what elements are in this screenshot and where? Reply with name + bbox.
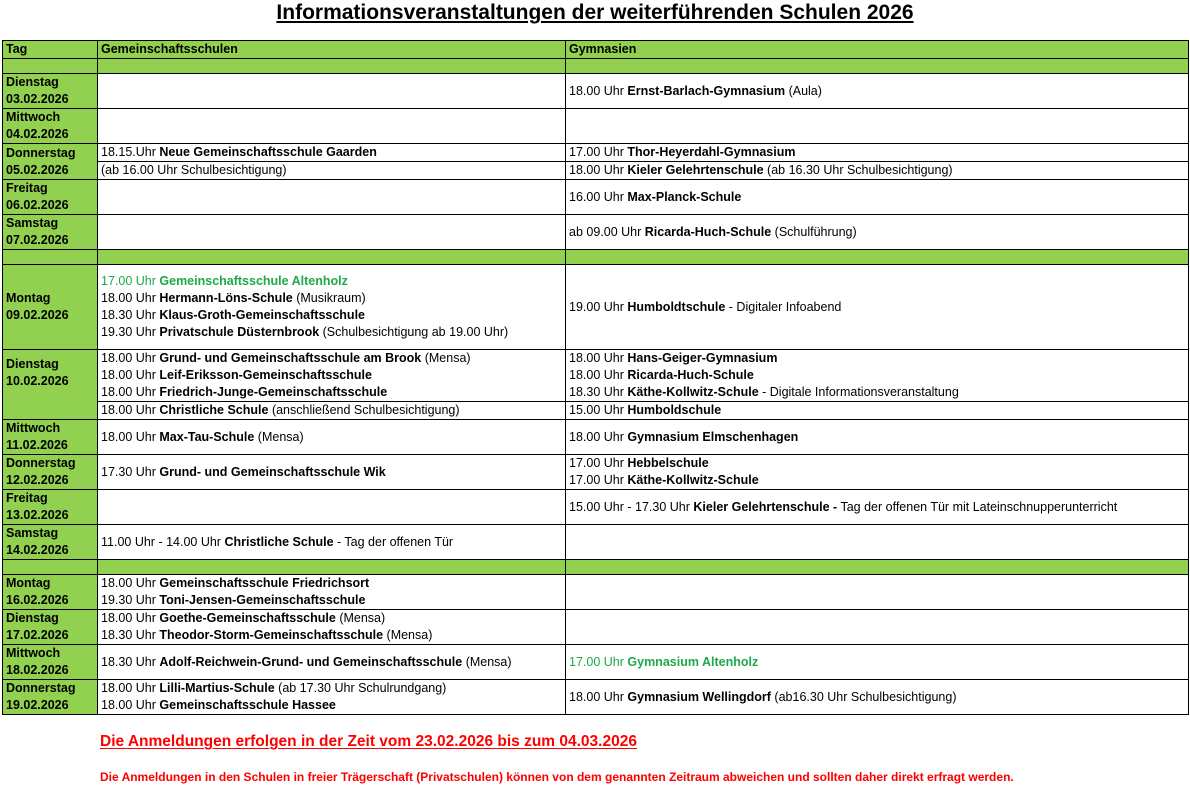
event-time: 18.30 Uhr	[101, 654, 156, 669]
event-entry	[101, 350, 565, 367]
event-entry	[569, 144, 1188, 161]
table-row	[3, 402, 1189, 420]
event-time: 18.00 Uhr	[101, 698, 156, 712]
event-time: 18.00 Uhr	[569, 429, 624, 444]
event-entry	[569, 162, 1188, 179]
day-cell: Mittwoch 04.02.2026	[3, 109, 98, 144]
gym-cell	[566, 215, 1189, 250]
gym-cell	[566, 144, 1189, 162]
event-entry	[101, 592, 565, 609]
schedule-table	[2, 40, 1189, 715]
table-row	[3, 610, 1189, 645]
day-cell: Montag 16.02.2026	[3, 575, 98, 610]
event-note: - Digitaler Infoabend	[728, 299, 842, 314]
event-note: (Mensa)	[386, 628, 433, 642]
event-note: - Digitale Informationsveranstaltung	[762, 385, 959, 399]
event-time: 18.00 Uhr	[101, 429, 156, 444]
event-entry	[101, 324, 565, 341]
event-entry	[569, 472, 1188, 489]
private-schools-notice: Die Anmeldungen in den Schulen in freier Trägerschaft (Privatschulen) können von dem genannten Zeitraum abweichen und sollten daher direkt erfragt werden.	[100, 770, 1014, 784]
school-name: Humboldtschule	[627, 299, 726, 314]
event-entry	[101, 610, 565, 627]
day-cell: Freitag 13.02.2026	[3, 490, 98, 525]
event-time: 18.00 Uhr	[569, 689, 624, 704]
event-time: 17.00 Uhr	[569, 456, 624, 470]
gms-cell	[98, 645, 566, 680]
event-entry	[569, 299, 1188, 316]
event-entry	[569, 654, 1188, 671]
day-cell: Freitag 06.02.2026	[3, 180, 98, 215]
school-name: Gemeinschaftsschule Friedrichsort	[159, 576, 370, 590]
column-header-gymnasien: Gymnasien	[566, 41, 1189, 59]
table-row	[3, 144, 1189, 162]
event-note: (Schulbesichtigung ab 19.00 Uhr)	[322, 325, 509, 339]
table-row	[3, 645, 1189, 680]
event-time: 18.00 Uhr	[101, 291, 156, 305]
event-entry	[101, 162, 565, 179]
school-name: Ernst-Barlach-Gymnasium	[627, 83, 786, 98]
school-name: Gymnasium Wellingdorf	[627, 689, 771, 704]
gym-cell	[566, 265, 1189, 350]
event-note: (Schulführung)	[774, 224, 857, 239]
day-cell: Samstag 07.02.2026	[3, 215, 98, 250]
day-cell: Montag 09.02.2026	[3, 265, 98, 350]
event-time: 16.00 Uhr	[569, 189, 624, 204]
gym-cell	[566, 74, 1189, 109]
school-name: Kieler Gelehrtenschule -	[693, 499, 838, 514]
school-name: Humboldschule	[627, 403, 722, 417]
event-entry	[101, 273, 565, 290]
event-entry	[569, 224, 1188, 241]
event-time: 18.00 Uhr	[101, 385, 156, 399]
event-time: 19.00 Uhr	[569, 299, 624, 314]
event-entry	[101, 654, 565, 671]
separator-row	[3, 250, 1189, 265]
page-title: Informationsveranstaltungen der weiterführenden Schulen 2026	[276, 1, 914, 24]
event-entry	[569, 384, 1188, 401]
school-name: Gemeinschaftsschule Altenholz	[159, 274, 348, 288]
table-row	[3, 455, 1189, 490]
event-time: 17.00 Uhr	[569, 145, 624, 159]
gym-cell	[566, 490, 1189, 525]
gym-cell	[566, 350, 1189, 402]
gms-cell	[98, 525, 566, 560]
event-note: - Tag der offenen Tür	[337, 534, 454, 549]
school-name: Christliche Schule	[159, 403, 269, 417]
gym-cell	[566, 575, 1189, 610]
gym-cell	[566, 610, 1189, 645]
school-name: Christliche Schule	[224, 534, 334, 549]
school-name: Privatschule Düsternbrook	[159, 325, 320, 339]
event-time: 18.15.Uhr	[101, 145, 156, 159]
gms-cell	[98, 162, 566, 180]
event-note: (Mensa)	[465, 654, 512, 669]
event-time: 17.00 Uhr	[569, 473, 624, 487]
event-time: 18.00 Uhr	[569, 163, 624, 177]
school-name: Hans-Geiger-Gymnasium	[627, 351, 778, 365]
gym-cell	[566, 525, 1189, 560]
event-entry	[101, 384, 565, 401]
school-name: Gymnasium Elmschenhagen	[627, 429, 799, 444]
table-row	[3, 350, 1189, 402]
gms-cell	[98, 420, 566, 455]
event-entry	[569, 189, 1188, 206]
school-name: Max-Tau-Schule	[159, 429, 255, 444]
school-name: Neue Gemeinschaftsschule Gaarden	[159, 145, 377, 159]
school-name: Hermann-Löns-Schule	[159, 291, 293, 305]
event-time: 15.00 Uhr	[569, 403, 624, 417]
table-row	[3, 265, 1189, 350]
event-entry	[101, 429, 565, 446]
event-time: 15.00 Uhr - 17.30 Uhr	[569, 499, 690, 514]
day-cell: Mittwoch 18.02.2026	[3, 645, 98, 680]
event-time: 18.30 Uhr	[101, 308, 156, 322]
gms-cell	[98, 350, 566, 402]
gms-cell	[98, 455, 566, 490]
gms-cell	[98, 490, 566, 525]
event-entry	[101, 627, 565, 644]
event-entry	[569, 402, 1188, 419]
event-time: 18.00 Uhr	[569, 83, 624, 98]
event-entry	[569, 689, 1188, 706]
school-name: Thor-Heyerdahl-Gymnasium	[627, 145, 796, 159]
school-name: Theodor-Storm-Gemeinschaftsschule	[159, 628, 384, 642]
gms-cell	[98, 74, 566, 109]
event-time: 19.30 Uhr	[101, 593, 156, 607]
event-time: 18.00 Uhr	[569, 368, 624, 382]
event-entry	[569, 455, 1188, 472]
header-row	[3, 41, 1189, 59]
school-name: Max-Planck-Schule	[627, 189, 742, 204]
school-name: Grund- und Gemeinschaftsschule am Brook	[159, 351, 422, 365]
day-cell: Donnerstag 19.02.2026	[3, 680, 98, 715]
event-entry	[101, 402, 565, 419]
gms-cell	[98, 215, 566, 250]
event-time: 11.00 Uhr - 14.00 Uhr	[101, 534, 221, 549]
gym-cell	[566, 109, 1189, 144]
event-entry	[101, 144, 565, 161]
event-entry	[569, 429, 1188, 446]
event-entry	[101, 307, 565, 324]
event-entry	[569, 499, 1188, 516]
event-time: 18.00 Uhr	[101, 403, 156, 417]
event-entry	[101, 534, 565, 551]
day-cell: Dienstag 17.02.2026	[3, 610, 98, 645]
event-time: 19.30 Uhr	[101, 325, 156, 339]
event-time: 17.30 Uhr	[101, 464, 156, 479]
separator-row	[3, 560, 1189, 575]
school-name: Toni-Jensen-Gemeinschaftsschule	[159, 593, 366, 607]
school-name: Klaus-Groth-Gemeinschaftsschule	[159, 308, 365, 322]
gms-cell	[98, 680, 566, 715]
event-time: 18.00 Uhr	[101, 351, 156, 365]
event-entry	[569, 83, 1188, 100]
column-header-gemeinschaftsschulen: Gemeinschaftsschulen	[98, 41, 566, 59]
table-row	[3, 420, 1189, 455]
school-name: Adolf-Reichwein-Grund- und Gemeinschaftsschule	[159, 654, 463, 669]
event-note: (ab 16.00 Uhr Schulbesichtigung)	[101, 163, 287, 177]
day-cell: Samstag 14.02.2026	[3, 525, 98, 560]
table-row	[3, 162, 1189, 180]
table-row	[3, 575, 1189, 610]
school-name: Grund- und Gemeinschaftsschule Wik	[159, 464, 386, 479]
gms-cell	[98, 265, 566, 350]
event-entry	[101, 680, 565, 697]
event-time: 17.00 Uhr	[101, 274, 156, 288]
gms-cell	[98, 109, 566, 144]
school-name: Käthe-Kollwitz-Schule	[627, 385, 759, 399]
event-note: (Musikraum)	[296, 291, 366, 305]
gms-cell	[98, 180, 566, 215]
event-time: 18.00 Uhr	[101, 368, 156, 382]
event-time: 18.00 Uhr	[101, 576, 156, 590]
gym-cell	[566, 455, 1189, 490]
day-cell: Mittwoch 11.02.2026	[3, 420, 98, 455]
table-row	[3, 490, 1189, 525]
school-name: Hebbelschule	[627, 456, 709, 470]
event-entry	[101, 290, 565, 307]
event-time: 18.00 Uhr	[101, 681, 156, 695]
registration-notice: Die Anmeldungen erfolgen in der Zeit vom 23.02.2026 bis zum 04.03.2026	[100, 733, 637, 750]
school-name: Gemeinschaftsschule Hassee	[159, 698, 336, 712]
gms-cell	[98, 144, 566, 162]
event-entry	[569, 350, 1188, 367]
gms-cell	[98, 610, 566, 645]
day-cell: Donnerstag 12.02.2026	[3, 455, 98, 490]
event-note: (Aula)	[788, 83, 822, 98]
event-note: (Mensa)	[424, 351, 471, 365]
event-time: 17.00 Uhr	[569, 654, 624, 669]
event-time: ab 09.00 Uhr	[569, 224, 642, 239]
event-note: Tag der offenen Tür mit Lateinschnupperunterricht	[840, 499, 1118, 514]
school-name: Kieler Gelehrtenschule	[627, 163, 764, 177]
school-name: Leif-Eriksson-Gemeinschaftsschule	[159, 368, 372, 382]
event-time: 18.00 Uhr	[101, 611, 156, 625]
event-time: 18.30 Uhr	[101, 628, 156, 642]
gym-cell	[566, 402, 1189, 420]
gym-cell	[566, 420, 1189, 455]
table-row	[3, 525, 1189, 560]
gms-cell	[98, 402, 566, 420]
separator-row	[3, 59, 1189, 74]
school-name: Friedrich-Junge-Gemeinschaftsschule	[159, 385, 388, 399]
school-name: Käthe-Kollwitz-Schule	[627, 473, 759, 487]
event-note: (Mensa)	[339, 611, 386, 625]
school-name: Goethe-Gemeinschaftsschule	[159, 611, 336, 625]
day-cell: Dienstag 10.02.2026	[3, 350, 98, 420]
event-entry	[569, 367, 1188, 384]
event-entry	[101, 367, 565, 384]
gym-cell	[566, 680, 1189, 715]
gym-cell	[566, 645, 1189, 680]
event-note: (ab 17.30 Uhr Schulrundgang)	[278, 681, 447, 695]
gym-cell	[566, 162, 1189, 180]
event-note: (Mensa)	[257, 429, 304, 444]
school-name: Lilli-Martius-Schule	[159, 681, 275, 695]
gym-cell	[566, 180, 1189, 215]
day-cell: Donnerstag 05.02.2026	[3, 144, 98, 180]
school-name: Gymnasium Altenholz	[627, 654, 759, 669]
event-entry	[101, 697, 565, 714]
event-entry	[101, 575, 565, 592]
school-name: Ricarda-Huch-Schule	[644, 224, 772, 239]
school-name: Ricarda-Huch-Schule	[627, 368, 754, 382]
event-note: (ab 16.30 Uhr Schulbesichtigung)	[767, 163, 953, 177]
event-entry	[101, 464, 565, 481]
event-time: 18.30 Uhr	[569, 385, 624, 399]
column-header-tag: Tag	[3, 41, 98, 59]
table-row	[3, 680, 1189, 715]
table-row	[3, 74, 1189, 109]
event-time: 18.00 Uhr	[569, 351, 624, 365]
table-row	[3, 109, 1189, 144]
gms-cell	[98, 575, 566, 610]
day-cell: Dienstag 03.02.2026	[3, 74, 98, 109]
table-row	[3, 180, 1189, 215]
event-note: (anschließend Schulbesichtigung)	[271, 403, 460, 417]
table-row	[3, 215, 1189, 250]
event-note: (ab16.30 Uhr Schulbesichtigung)	[774, 689, 957, 704]
